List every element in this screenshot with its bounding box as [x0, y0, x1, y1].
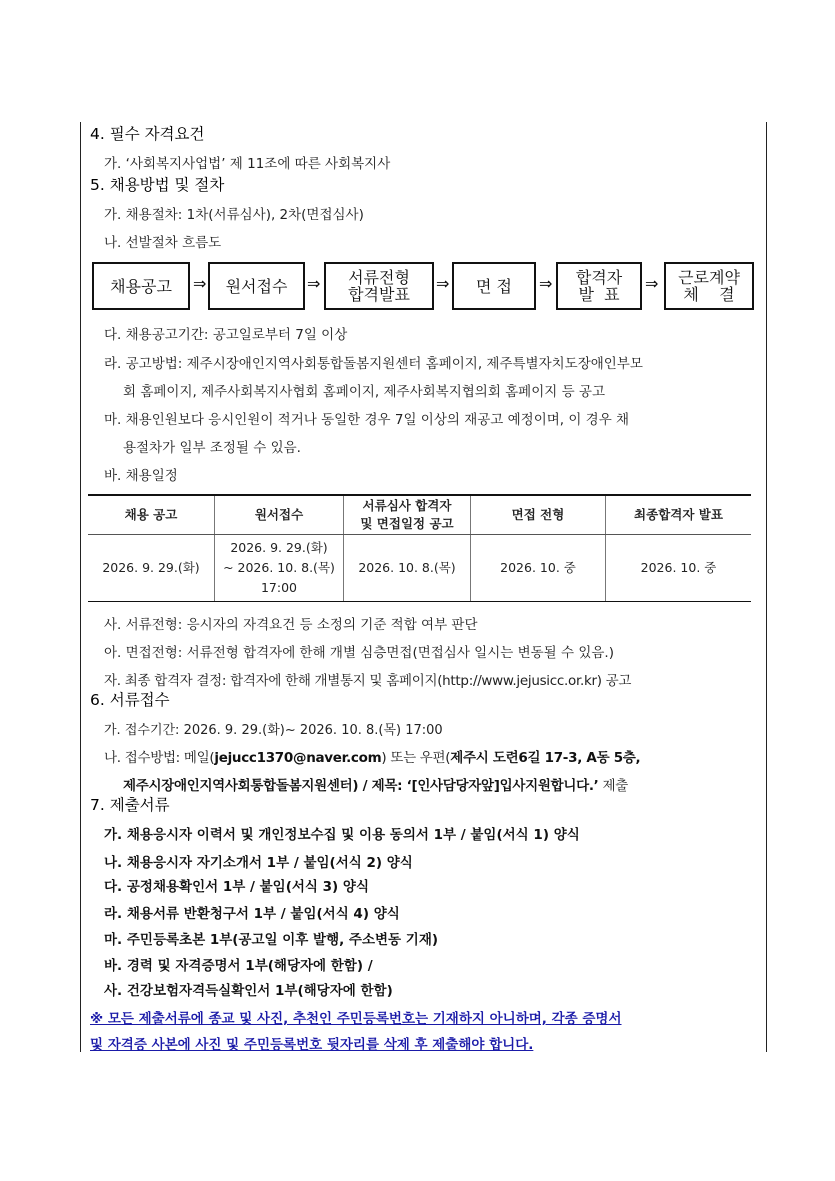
schedule-cell-document-result: 2026. 10. 8.(목) [344, 535, 471, 602]
flow-arrow-5: ⇒ [645, 274, 659, 293]
notice-line-1: ※ 모든 제출서류에 종교 및 사진, 추천인 주민등록번호는 기재하지 아니하며, 각종 증명서 [90, 1011, 622, 1027]
flow-step-interview-label: 면 접 [476, 276, 512, 296]
schedule-header-document-result [344, 495, 471, 535]
section-4-title: 4. 필수 자격요건 [90, 125, 205, 143]
section-5-item-a: 아. 면접전형: 서류전형 합격자에 한해 개별 심층면접(면접심사 일시는 변동될 수 있음.) [104, 645, 614, 661]
flow-arrow-1: ⇒ [193, 274, 207, 293]
section-6-item-na-line2 [123, 774, 628, 794]
flow-step-announcement-label-2: 발 표 [578, 285, 620, 304]
section-5-item-da: 다. 채용공고기간: 공고일로부터 7일 이상 [104, 327, 348, 343]
flow-arrow-2: ⇒ [307, 274, 321, 293]
flow-step-application-label: 원서접수 [225, 276, 288, 296]
schedule-cell-interview: 2026. 10. 중 [471, 535, 606, 602]
document-item: 바. 경력 및 자격증명서 1부(해당자에 한함) / [104, 958, 373, 974]
schedule-header-row [88, 495, 751, 535]
submission-email: jejucc1370@naver.com [214, 750, 382, 766]
schedule-header-document-result-1: 서류심사 합격자 [362, 498, 452, 513]
schedule-header-interview: 면접 전형 [471, 495, 606, 535]
section-5-item-na: 나. 선발절차 흐름도 [104, 235, 222, 251]
flow-step-document-label-2: 합격발표 [348, 285, 410, 304]
notice-line-2: 및 자격증 사본에 사진 및 주민등록번호 뒷자리를 삭제 후 제출해야 합니다. [90, 1037, 534, 1053]
schedule-cell-final: 2026. 10. 중 [606, 535, 752, 602]
section-6-title: 6. 서류접수 [90, 691, 170, 709]
section-5-item-ga: 가. 채용절차: 1차(서류심사), 2차(면접심사) [104, 207, 364, 223]
section-6-item-ga: 가. 접수기간: 2026. 9. 29.(화)~ 2026. 10. 8.(목) 17:00 [104, 723, 443, 738]
document-item: 라. 채용서류 반환청구서 1부 / 붙임(서식 4) 양식 [104, 906, 400, 922]
schedule-header-final: 최종합격자 발표 [606, 495, 752, 535]
section-5-item-ba: 바. 채용일정 [104, 468, 178, 484]
flow-step-posting [92, 262, 190, 310]
schedule-row [88, 535, 751, 602]
schedule-header-application: 원서접수 [215, 495, 344, 535]
document-item: 마. 주민등록초본 1부(공고일 이후 발행, 주소변동 기재) [104, 932, 439, 948]
flow-step-announcement-label-1: 합격자 [575, 268, 623, 287]
flow-step-contract [664, 262, 754, 310]
schedule-header-document-result-2: 및 면접일정 공고 [360, 516, 454, 531]
section-7-title: 7. 제출서류 [90, 796, 170, 814]
flow-step-document-screening [324, 262, 434, 310]
submission-address: 제주시 도련6길 17-3, A동 5층, [450, 750, 641, 766]
document-item: 다. 공정채용확인서 1부 / 붙임(서식 3) 양식 [104, 879, 369, 895]
section-5-item-ma-line1: 마. 채용인원보다 응시인원이 적거나 동일한 경우 7일 이상의 재공고 예정이며, 이 경우 채 [104, 412, 630, 428]
flow-step-contract-label-2: 체 결 [683, 285, 735, 304]
submission-address-title: 제주시장애인지역사회통합돌봄지원센터) / 제목: ‘[인사담당자앞]입사지원합니다.’ [123, 778, 599, 794]
flow-step-contract-label-1: 근로계약 [678, 268, 740, 287]
schedule-cell-application [215, 535, 344, 602]
section-5-item-ra-line1: 라. 공고방법: 제주시장애인지역사회통합돌봄지원센터 홈페이지, 제주특별자치도장애인부모 [104, 356, 643, 372]
schedule-table [88, 494, 751, 602]
flow-arrow-4: ⇒ [539, 274, 553, 293]
section-5-item-ra-line2: 회 홈페이지, 제주사회복지사협회 홈페이지, 제주사회복지협의회 홈페이지 등 공고 [123, 384, 606, 400]
schedule-cell-posting: 2026. 9. 29.(화) [88, 535, 215, 602]
submission-method-prefix: 나. 접수방법: 메일( [104, 750, 215, 766]
submission-method-mid: ) 또는 우편( [381, 750, 451, 766]
document-item: 나. 채용응시자 자기소개서 1부 / 붙임(서식 2) 양식 [104, 855, 413, 871]
flow-step-document-label-1: 서류전형 [348, 268, 410, 287]
section-5-item-ma-line2: 용절차가 일부 조정될 수 있음. [123, 440, 301, 456]
flow-step-announcement [556, 262, 642, 310]
section-5-item-ja: 자. 최종 합격자 결정: 합격자에 한해 개별통지 및 홈페이지(http://www.jejusicc.or.kr) 공고 [104, 673, 632, 689]
flow-step-posting-label: 채용공고 [110, 276, 172, 296]
document-item: 가. 채용응시자 이력서 및 개인정보수집 및 이용 동의서 1부 / 붙임(서식 1) 양식 [104, 827, 580, 843]
section-6-item-na-line1 [104, 746, 640, 766]
document-item: 사. 건강보험자격득실확인서 1부(해당자에 한함) [104, 983, 393, 999]
schedule-cell-application-2: ~ 2026. 10. 8.(목) [223, 560, 335, 575]
schedule-cell-application-3: 17:00 [260, 580, 298, 595]
flow-step-application [208, 262, 305, 310]
section-4-item-ga: 가. ‘사회복지사업법’ 제 11조에 따른 사회복지사 [104, 156, 391, 172]
section-5-title: 5. 채용방법 및 절차 [90, 176, 225, 194]
submission-end: 제출 [598, 778, 628, 794]
flow-step-interview [452, 262, 536, 310]
section-5-item-sa: 사. 서류전형: 응시자의 자격요건 등 소정의 기준 적합 여부 판단 [104, 617, 478, 633]
flow-arrow-3: ⇒ [436, 274, 450, 293]
schedule-cell-application-1: 2026. 9. 29.(화) [230, 540, 328, 555]
schedule-header-posting: 채용 공고 [88, 495, 215, 535]
